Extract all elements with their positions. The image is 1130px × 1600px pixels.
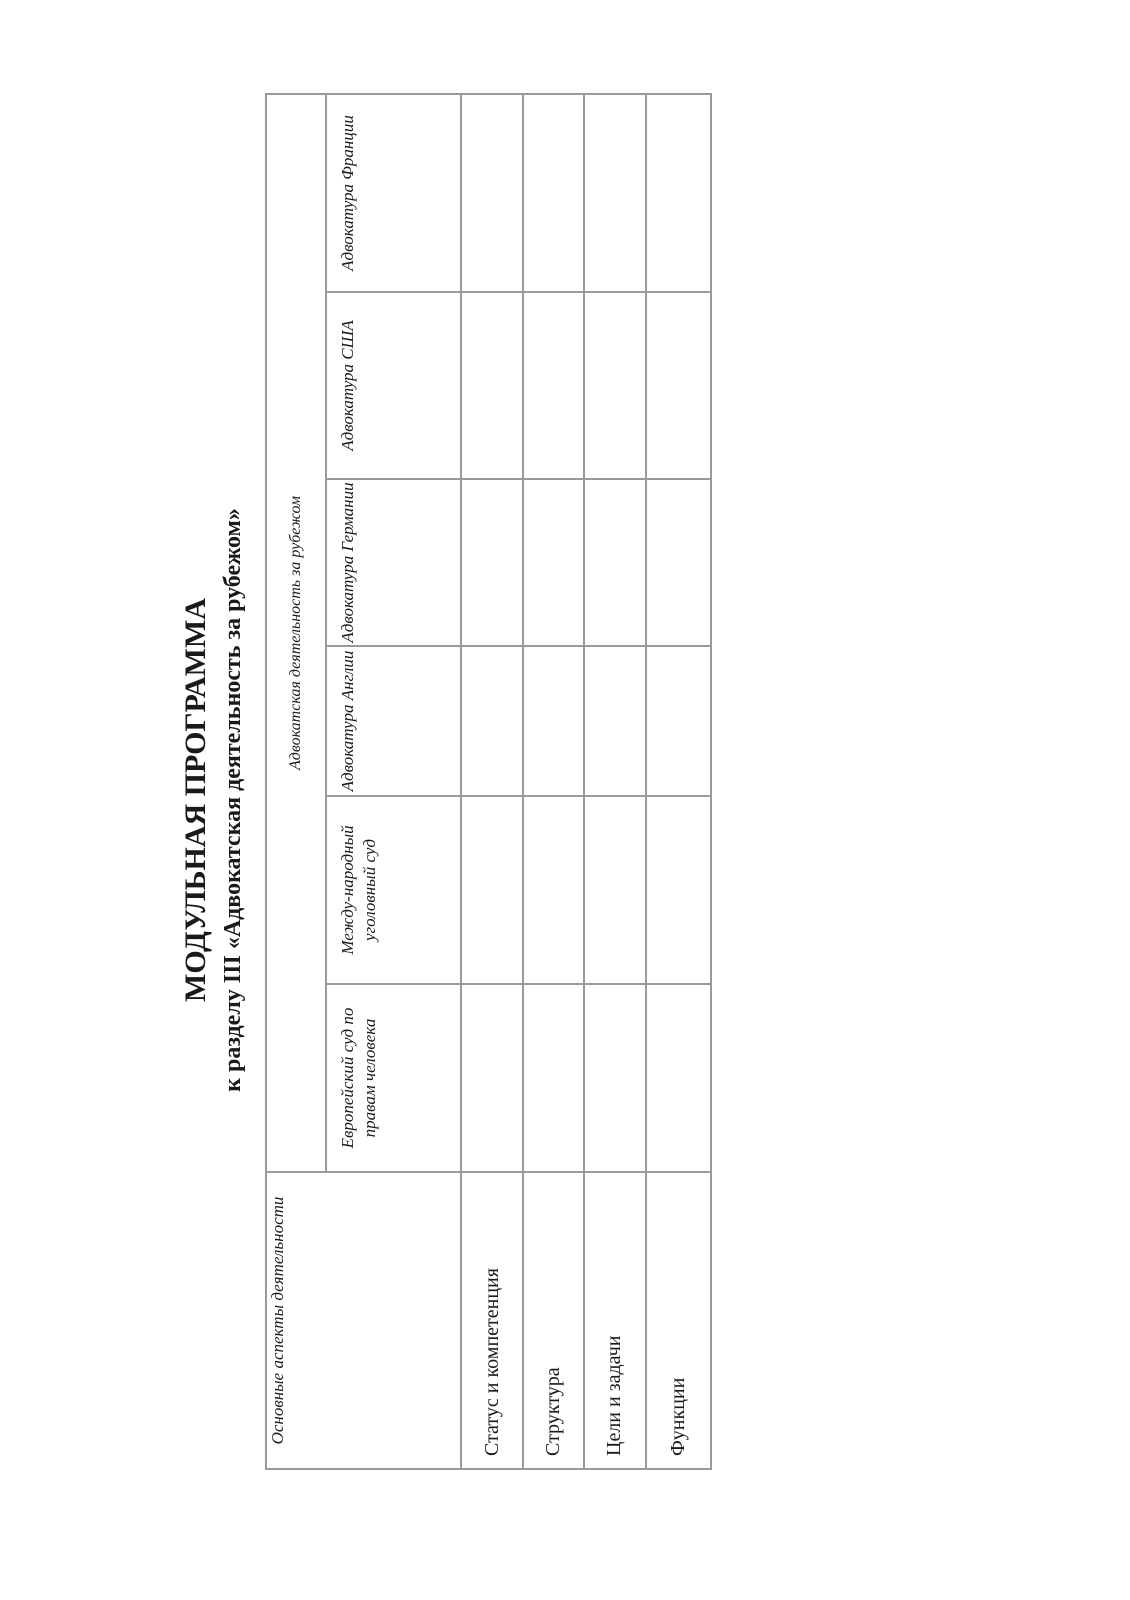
corner-header: Основные аспекты деятельности xyxy=(266,1172,461,1469)
table-cell xyxy=(646,479,712,646)
table-cell xyxy=(646,646,712,796)
table-cell xyxy=(523,796,584,984)
column-header-icc: Между-народный уголовный суд xyxy=(326,796,461,984)
table-cell xyxy=(646,94,712,292)
row-label: Функции xyxy=(646,1172,712,1469)
table-cell xyxy=(584,292,645,479)
table-cell xyxy=(646,796,712,984)
table-cell xyxy=(523,94,584,292)
table-cell xyxy=(523,984,584,1172)
modular-program-table xyxy=(265,93,712,1470)
table-cell xyxy=(461,292,522,479)
row-label: Статус и компетенция xyxy=(461,1172,522,1469)
group-header: Адвокатская деятельность за рубежом xyxy=(266,94,326,1172)
table-cell xyxy=(461,94,522,292)
column-header-england: Адвокатура Англии xyxy=(326,646,461,796)
row-label: Цели и задачи xyxy=(584,1172,645,1469)
table-row xyxy=(523,94,584,1469)
table-cell xyxy=(461,984,522,1172)
table-cell xyxy=(523,292,584,479)
column-header-echr: Европейский суд по правам человека xyxy=(326,984,461,1172)
table-cell xyxy=(523,646,584,796)
column-header-france: Адвокатура Франции xyxy=(326,94,461,292)
column-header-usa: Адвокатура США xyxy=(326,292,461,479)
table-cell xyxy=(646,984,712,1172)
page-subtitle: к разделу III «Адвокатская деятельность за рубежом» xyxy=(220,508,246,1092)
table-cell xyxy=(523,479,584,646)
table-row xyxy=(461,94,522,1469)
table-cell xyxy=(461,796,522,984)
column-header-germany: Адвокатура Германии xyxy=(326,479,461,646)
table-cell xyxy=(461,646,522,796)
table-cell xyxy=(584,646,645,796)
table-cell xyxy=(584,796,645,984)
table-cell xyxy=(584,984,645,1172)
row-label: Структура xyxy=(523,1172,584,1469)
table-cell xyxy=(584,479,645,646)
table-row xyxy=(646,94,712,1469)
page-title: МОДУЛЬНАЯ ПРОГРАММА xyxy=(179,598,212,1002)
table-cell xyxy=(646,292,712,479)
table-cell xyxy=(461,479,522,646)
table-row xyxy=(584,94,645,1469)
table-cell xyxy=(584,94,645,292)
